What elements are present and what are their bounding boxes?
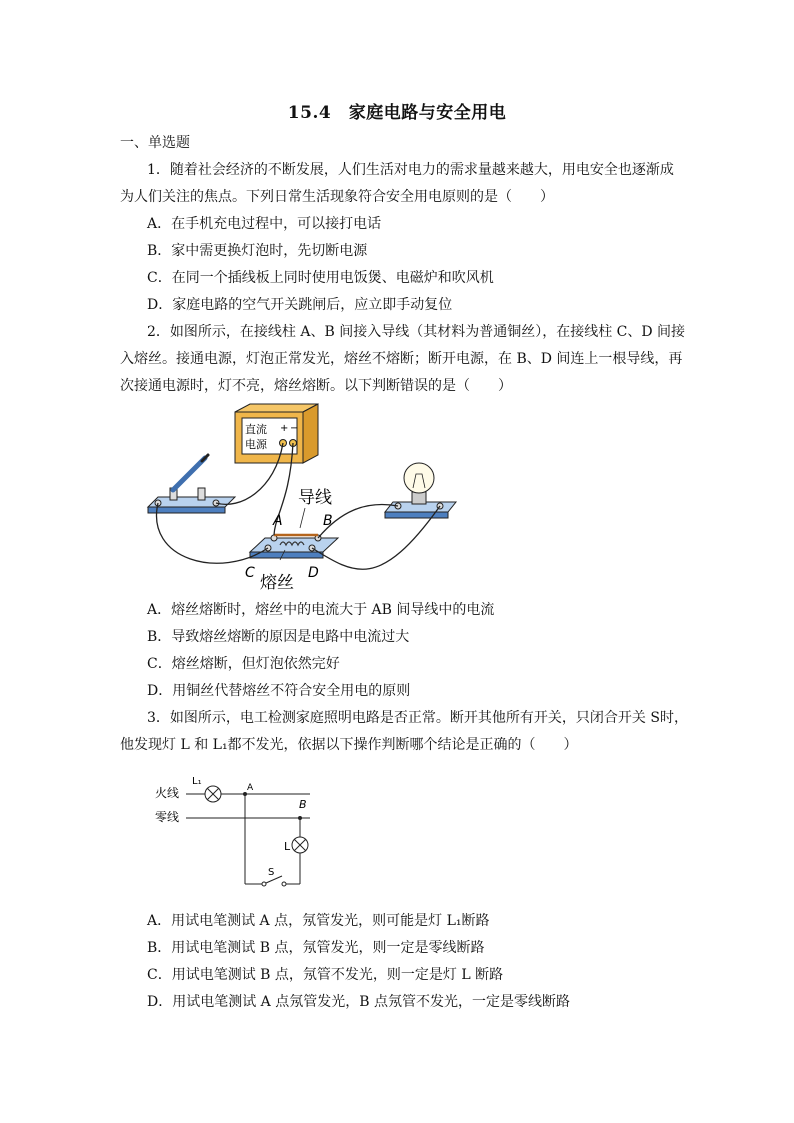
supply-label-1: 直流	[245, 423, 267, 436]
minus-sign: −	[290, 423, 299, 434]
q2-option-a: A．熔丝熔断时，熔丝中的电流大于 AB 间导线中的电流	[147, 602, 495, 618]
q3-stem-line-2: 他发现灯 L 和 L₁都不发光，依据以下操作判断哪个结论是正确的（ ）	[120, 737, 578, 753]
q2-option-d: D．用铜丝代替熔丝不符合安全用电的原则	[147, 683, 411, 699]
page-title: 15.4 家庭电路与安全用电	[287, 103, 507, 123]
label-b: B	[323, 513, 333, 529]
terminal-board	[250, 535, 338, 558]
q2-stem-line-3: 次接通电源时，灯不亮，熔丝熔断。以下判断错误的是（ ）	[120, 378, 512, 394]
q2-stem-line-2: 入熔丝。接通电源，灯泡正常发光，熔丝不熔断；断开电源，在 B、D 间连上一根导线，再	[120, 351, 683, 367]
q2-option-c: C．熔丝熔断，但灯泡依然完好	[147, 656, 340, 672]
label-c: C	[245, 565, 255, 581]
lamp-l-label: L	[284, 840, 291, 853]
q2-option-b: B．导致熔丝熔断的原因是电路中电流过大	[147, 629, 410, 645]
q3-option-d: D．用试电笔测试 A 点氖管发光，B 点氖管不发光，一定是零线断路	[147, 994, 570, 1010]
fuse-label: 熔丝	[260, 573, 294, 593]
wire-label: 导线	[298, 488, 332, 508]
live-wire-label: 火线	[155, 786, 180, 800]
q1-option-d: D．家庭电路的空气开关跳闸后，应立即手动复位	[147, 297, 453, 313]
q2-stem-line-1: 2．如图所示，在接线柱 A、B 间接入导线（其材料为普通铜丝），在接线柱 C、D 间接	[147, 324, 686, 340]
q1-option-a: A．在手机充电过程中，可以接打电话	[147, 216, 382, 232]
supply-label-2: 电源	[245, 438, 267, 451]
q3-option-c: C．用试电笔测试 B 点，氖管不发光，则一定是灯 L 断路	[147, 967, 504, 983]
dc-power-supply	[235, 404, 318, 463]
section-heading: 一、单选题	[120, 135, 190, 151]
q3-circuit-figure	[150, 770, 330, 895]
q1-stem-line-2: 为人们关注的焦点。下列日常生活现象符合安全用电原则的是（ ）	[120, 189, 554, 205]
q3-stem-line-1: 3．如图所示，电工检测家庭照明电路是否正常。断开其他所有开关，只闭合开关 S时，	[147, 710, 688, 726]
q1-option-c: C．在同一个插线板上同时使用电饭煲、电磁炉和吹风机	[147, 270, 494, 286]
q1-option-b: B．家中需更换灯泡时，先切断电源	[147, 243, 368, 259]
switch-s-label: S	[268, 867, 275, 878]
plus-sign: +	[280, 423, 289, 434]
q3-option-b: B．用试电笔测试 B 点，氖管发光，则一定是零线断路	[147, 940, 485, 956]
q3-option-a: A．用试电笔测试 A 点，氖管发光，则可能是灯 L₁断路	[147, 913, 490, 929]
lamp-l	[292, 837, 308, 853]
q1-stem-line-1: 1．随着社会经济的不断发展，人们生活对电力的需求量越来越大，用电安全也逐渐成	[147, 162, 674, 178]
label-d: D	[308, 565, 319, 581]
point-b-label: B	[299, 798, 307, 811]
q2-circuit-figure	[140, 400, 470, 595]
point-a-label: A	[247, 783, 254, 793]
lamp-l1-label: L₁	[192, 776, 202, 787]
lamp-l1	[205, 786, 221, 802]
neutral-wire-label: 零线	[155, 810, 180, 824]
label-a: A	[273, 513, 283, 529]
light-bulb	[385, 463, 456, 518]
